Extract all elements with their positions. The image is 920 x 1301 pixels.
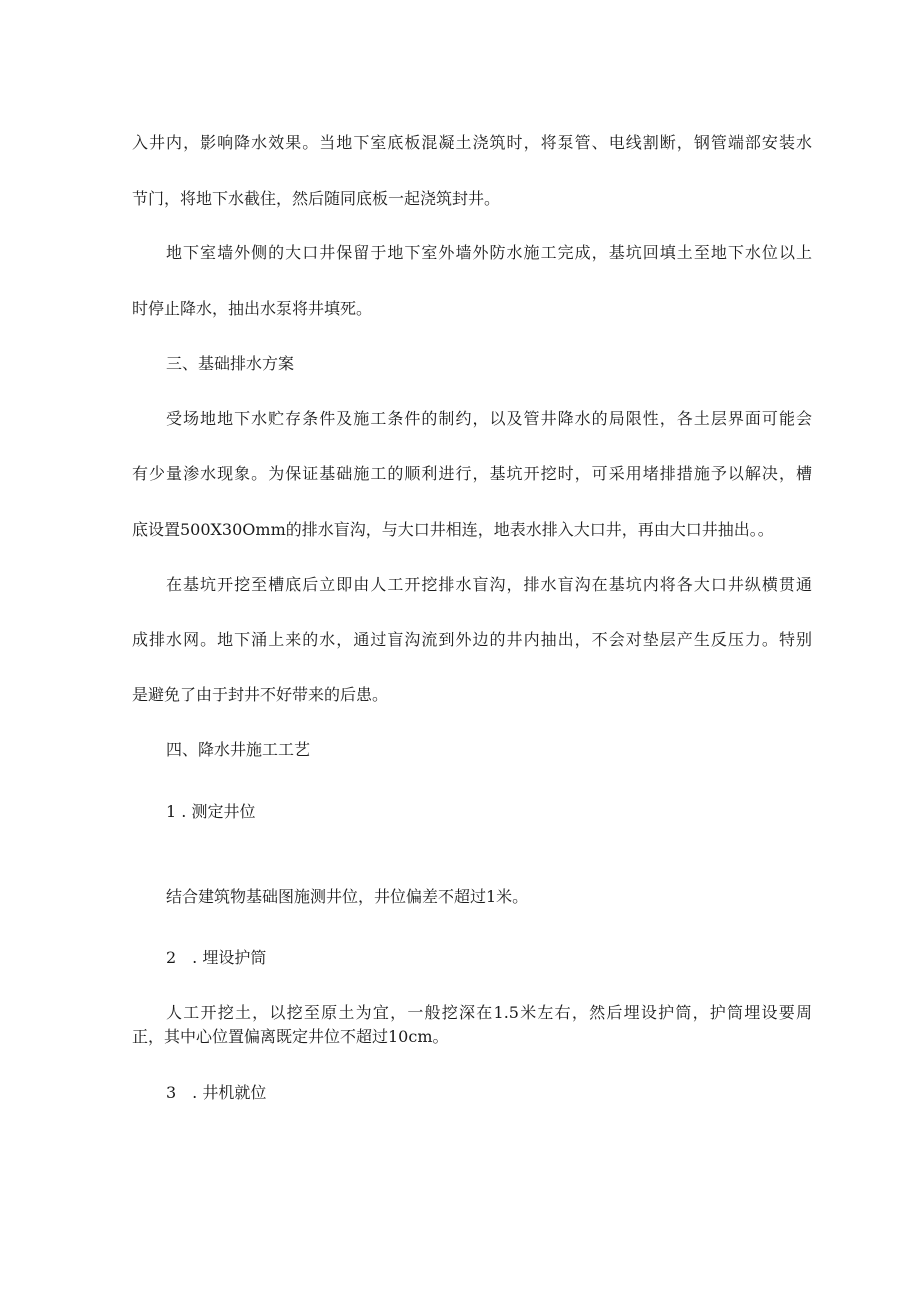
paragraph-4-line-1: 在基坑开挖至槽底后立即由人工开挖排水盲沟，排水盲沟在基坑内将各大口井纵横贯通 (166, 575, 812, 594)
step-2-heading: 2 . 埋设护筒 (166, 948, 267, 967)
section-heading-4: 四、降水井施工工艺 (166, 740, 311, 759)
paragraph-4-line-2: 成排水网。地下涌上来的水，通过盲沟流到外边的井内抽出，不会对垫层产生反压力。特别 (132, 630, 812, 649)
paragraph-3-line-2: 有少量渗水现象。为保证基础施工的顺利进行，基坑开挖时，可采用堵排措施予以解决，槽 (132, 464, 812, 483)
paragraph-2-line-2: 时停止降水，抽出水泵将井填死。 (132, 299, 373, 318)
paragraph-1-line-1: 入井内，影响降水效果。当地下室底板混凝土浇筑时，将泵管、电线割断，钢管端部安装水 (132, 133, 812, 152)
step-1-heading: 1 . 测定井位 (166, 802, 256, 821)
paragraph-2-line-1: 地下室墙外侧的大口井保留于地下室外墙外防水施工完成，基坑回填土至地下水位以上 (166, 243, 812, 262)
step-2-line-2: 正，其中心位置偏离既定井位不超过10cm。 (132, 1027, 449, 1046)
step-2-line-1: 人工开挖土，以挖至原土为宜，一般挖深在1.5米左右，然后埋设护筒，护筒埋设要周 (166, 1003, 812, 1022)
step-3-heading: 3 . 井机就位 (166, 1083, 267, 1102)
paragraph-3-line-3: 底设置500X30Omm的排水盲沟，与大口井相连，地表水排入大口井，再由大口井抽出。。 (132, 520, 774, 539)
step-1-text: 结合建筑物基础图施测井位，井位偏差不超过1米。 (166, 887, 529, 906)
paragraph-1-line-2: 节门，将地下水截住，然后随同底板一起浇筑封井。 (132, 189, 501, 208)
section-heading-3: 三、基础排水方案 (166, 354, 295, 373)
paragraph-3-line-1: 受场地地下水贮存条件及施工条件的制约，以及管井降水的局限性，各土层界面可能会 (166, 409, 812, 428)
paragraph-4-line-3: 是避免了由于封井不好带来的后患。 (132, 685, 389, 704)
